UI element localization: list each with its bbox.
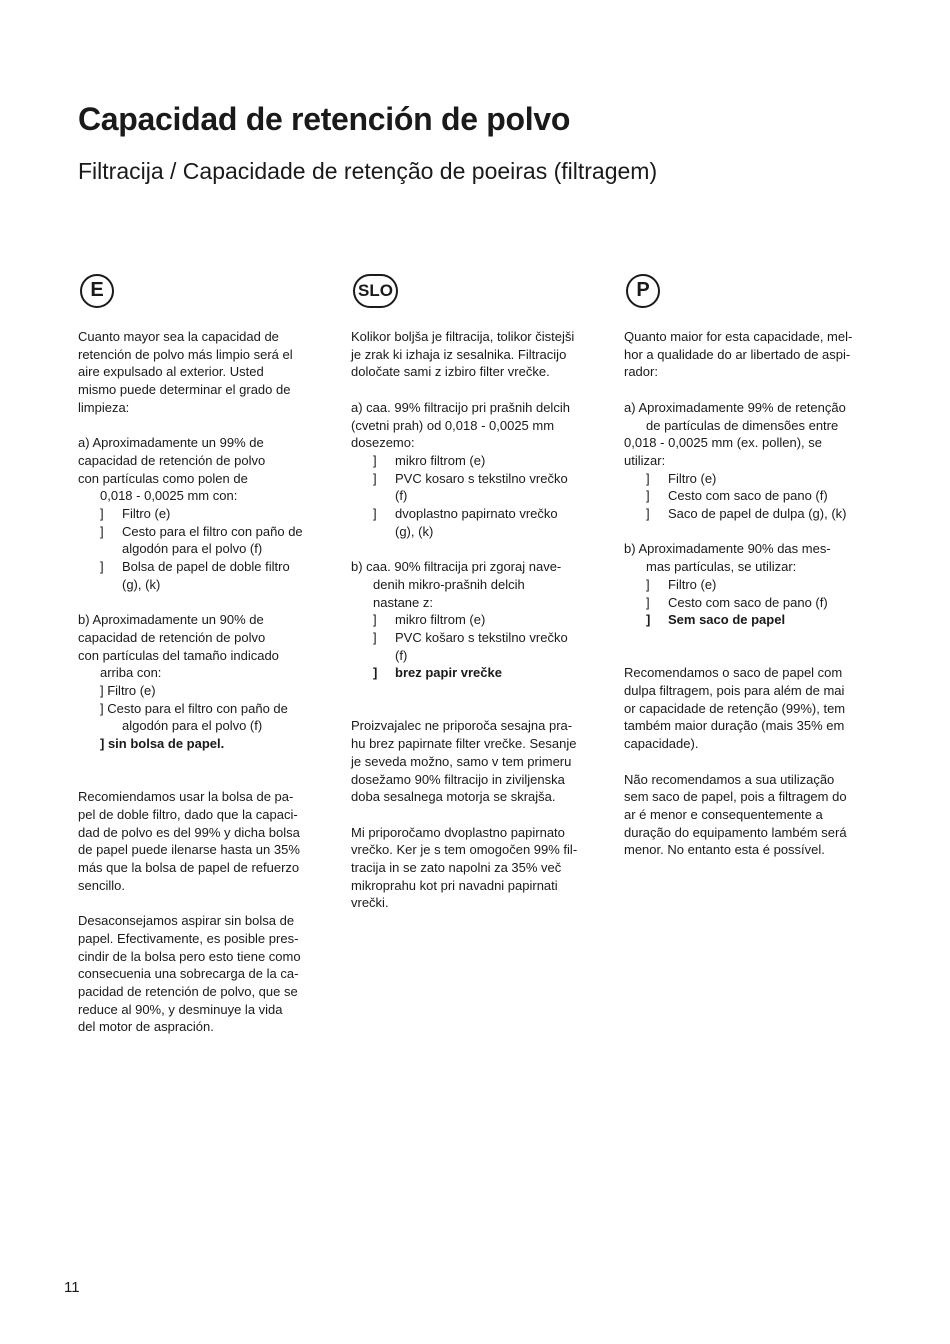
list-item — [624, 611, 882, 629]
bullet-mark: ] — [646, 488, 650, 504]
list-item-text: mikro filtrom (e) — [395, 612, 486, 628]
bullet-mark: ] — [100, 559, 104, 575]
paragraph — [78, 328, 333, 417]
text-line: 0,018 - 0,0025 mm (ex. pollen), se — [624, 435, 822, 451]
text-line: hu brez papirnate filter vrečke. Sesanje — [351, 736, 577, 752]
text-line: a) Aproximadamente un 99% de — [78, 435, 264, 451]
text-line: consecuenia una sobrecarga de la ca- — [78, 966, 299, 982]
text-line: aire expulsado al exterior. Usted — [78, 364, 264, 380]
bullet-mark: ] — [646, 470, 650, 486]
bullet-mark: ] — [373, 506, 377, 522]
text-line: utilizar: — [624, 452, 666, 468]
column-text — [78, 328, 333, 1036]
list-item-text: Bolsa de papel de doble filtro — [122, 559, 290, 575]
bullet-mark: ] — [373, 452, 377, 468]
text-line: b) Aproximadamente un 90% de — [78, 612, 264, 628]
bullet-mark: ] — [646, 506, 650, 522]
text-line: arriba con: — [100, 665, 162, 681]
list-item-text: Cesto com saco de pano (f) — [668, 488, 828, 504]
list-item-text: PVC kosaro s tekstilno vrečko — [395, 470, 568, 486]
list-item-text: Cesto com saco de pano (f) — [668, 594, 828, 610]
text-line: vrečki. — [351, 895, 389, 911]
spacer — [78, 771, 333, 789]
text-line: doba sesalnega motorja se skrajša. — [351, 789, 556, 805]
text-line: pel de doble filtro, dado que la capaci- — [78, 806, 298, 822]
paragraph — [78, 912, 333, 1036]
text-line: sem saco de papel, pois a filtragem do — [624, 789, 847, 805]
list-item-text: Filtro (e) — [668, 576, 717, 592]
text-line: reduce al 90%, y desminuye la vida — [78, 1001, 283, 1017]
paragraph — [351, 328, 606, 381]
paragraph — [351, 558, 606, 682]
bullet-mark: ] — [646, 594, 650, 610]
bullet-mark: ] — [646, 576, 650, 592]
text-line: Proizvajalec ne priporoča sesajna pra- — [351, 718, 573, 734]
spacer — [351, 700, 606, 718]
list-item-text: Sem saco de papel — [668, 612, 786, 628]
text-line: dosežamo 90% filtracijo in ziviljenska — [351, 771, 565, 787]
text-line: nastane z: — [373, 594, 433, 610]
list-item — [351, 452, 606, 470]
text-line: Kolikor boljša je filtracija, tolikor čistejši — [351, 329, 575, 344]
column-text — [624, 328, 882, 859]
bullet-mark: ] — [100, 523, 104, 539]
language-badge-p: P — [626, 274, 660, 308]
list-item-text: Filtro (e) — [122, 506, 171, 522]
text-line: (g), (k) — [395, 523, 434, 539]
text-line: a) caa. 99% filtracijo pri prašnih delcih — [351, 399, 570, 415]
list-item — [78, 523, 333, 541]
text-line: ] sin bolsa de papel. — [100, 736, 225, 752]
list-item-text: Filtro (e) — [668, 470, 717, 486]
text-line: del motor de aspración. — [78, 1019, 214, 1035]
text-line: je zrak ki izhaja iz sesalnika. Filtracijo — [351, 346, 567, 362]
list-item — [624, 487, 882, 505]
bullet-mark: ] — [373, 629, 377, 645]
paragraph — [351, 399, 606, 541]
text-line: Cuanto mayor sea la capacidad de — [78, 329, 279, 344]
text-line: dulpa filtragem, pois para além de mai — [624, 683, 845, 698]
text-line: hor a qualidade do ar libertado de aspi- — [624, 346, 851, 362]
list-item — [624, 470, 882, 488]
bullet-mark: ] — [646, 612, 651, 628]
list-item — [624, 576, 882, 594]
text-line: con partículas como polen de — [78, 470, 248, 486]
column-text — [351, 328, 606, 912]
text-line: ] Filtro (e) — [100, 683, 156, 699]
list-item-text: brez papir vrečke — [395, 665, 502, 681]
paragraph — [351, 717, 606, 806]
paragraph — [624, 771, 882, 860]
bullet-mark: ] — [373, 612, 377, 628]
text-line: mismo puede determinar el grado de — [78, 382, 291, 398]
text-line: ar é menor e consequentemente a — [624, 806, 823, 822]
text-line: também maior duração (mais 35% em — [624, 718, 845, 734]
text-line: algodón para el polvo (f) — [122, 541, 263, 557]
text-line: rador: — [624, 364, 658, 380]
list-item-text: PVC košaro s tekstilno vrečko — [395, 629, 568, 645]
text-line: b) Aproximadamente 90% das mes- — [624, 541, 831, 557]
paragraph — [351, 824, 606, 913]
list-item — [351, 629, 606, 647]
language-badge-e: E — [80, 274, 114, 308]
page-subtitle: Filtracija / Capacidade de retenção de poeiras (filtragem) — [78, 158, 658, 184]
list-item-text: Saco de papel de dulpa (g), (k) — [668, 506, 847, 522]
text-line: denih mikro-prašnih delcih — [373, 576, 525, 592]
text-line: mas partículas, se utilizar: — [646, 559, 797, 575]
text-line: menor. No entanto esta é possível. — [624, 842, 825, 858]
list-item — [351, 611, 606, 629]
text-line: de papel puede ilenarse hasta un 35% — [78, 842, 300, 858]
text-line: Desaconsejamos aspirar sin bolsa de — [78, 913, 295, 929]
text-line: algodón para el polvo (f) — [122, 718, 263, 734]
list-item-text: mikro filtrom (e) — [395, 452, 486, 468]
bullet-mark: ] — [373, 470, 377, 486]
bullet-mark: ] — [100, 506, 104, 522]
text-line: pacidad de retención de polvo, que se — [78, 983, 298, 999]
text-line: (f) — [395, 488, 408, 504]
text-line: (f) — [395, 647, 408, 663]
text-line: papel. Efectivamente, es posible pres- — [78, 930, 299, 946]
text-line: capacidad de retención de polvo — [78, 452, 266, 468]
language-badge-slo: SLO — [353, 274, 398, 308]
text-line: (g), (k) — [122, 576, 161, 592]
list-item — [78, 505, 333, 523]
text-line: capacidad de retención de polvo — [78, 629, 266, 645]
text-line: Recomiendamos usar la bolsa de pa- — [78, 789, 294, 805]
text-line: dad de polvo es del 99% y dicha bolsa — [78, 824, 300, 840]
text-line: retención de polvo más limpio será el — [78, 346, 293, 362]
text-line: limpieza: — [78, 399, 130, 415]
text-line: tracija in se zato napolni za 35% več — [351, 860, 562, 876]
list-item — [351, 505, 606, 523]
text-line: con partículas del tamaño indicado — [78, 647, 279, 663]
text-line: de partículas de dimensões entre — [646, 417, 839, 433]
text-line: capacidade). — [624, 736, 699, 752]
list-item — [624, 594, 882, 612]
list-item — [351, 664, 606, 682]
text-line: Recomendamos o saco de papel com — [624, 665, 843, 681]
paragraph — [624, 399, 882, 523]
text-line: določate sami z izbiro filter vrečke. — [351, 364, 550, 380]
paragraph — [78, 611, 333, 753]
list-item-text: Cesto para el filtro con paño de — [122, 523, 303, 539]
paragraph — [624, 664, 882, 753]
text-line: je seveda možno, samo v tem primeru — [351, 753, 572, 769]
list-item — [351, 470, 606, 488]
paragraph — [624, 540, 882, 629]
list-item-text: dvoplastno papirnato vrečko — [395, 506, 558, 522]
text-line: cindir de la bolsa pero esto tiene como — [78, 948, 301, 964]
text-line: 0,018 - 0,0025 mm con: — [100, 488, 238, 504]
text-line: más que la bolsa de papel de refuerzo — [78, 860, 300, 876]
text-line: mikroprahu kot pri navadni papirnati — [351, 877, 558, 893]
list-item — [624, 505, 882, 523]
paragraph — [78, 788, 333, 894]
page-number: 11 — [64, 1279, 80, 1296]
page-title: Capacidad de retención de polvo — [78, 101, 571, 137]
text-line: Quanto maior for esta capacidade, mel- — [624, 329, 853, 344]
list-item — [78, 558, 333, 576]
text-line: ] Cesto para el filtro con paño de — [100, 700, 288, 716]
paragraph — [624, 328, 882, 381]
text-line: sencillo. — [78, 877, 125, 893]
column-portuguese — [624, 274, 882, 877]
text-line: or capacidade de retenção (99%), tem — [624, 700, 846, 716]
text-line: duração do equipamento lambém será — [624, 824, 847, 840]
spacer — [624, 647, 882, 665]
text-line: vrečko. Ker je s tem omogočen 99% fil- — [351, 842, 578, 858]
text-line: Não recomendamos a sua utilização — [624, 771, 835, 787]
text-line: (cvetni prah) od 0,018 - 0,0025 mm — [351, 417, 555, 433]
text-line: dosezemo: — [351, 435, 415, 451]
text-line: a) Aproximadamente 99% de retenção — [624, 399, 846, 415]
bullet-mark: ] — [373, 665, 378, 681]
text-line: Mi priporočamo dvoplastno papirnato — [351, 824, 565, 840]
text-line: b) caa. 90% filtracija pri zgoraj nave- — [351, 559, 562, 575]
column-slovenian — [351, 274, 606, 930]
paragraph — [78, 434, 333, 593]
column-spanish — [78, 274, 333, 1054]
